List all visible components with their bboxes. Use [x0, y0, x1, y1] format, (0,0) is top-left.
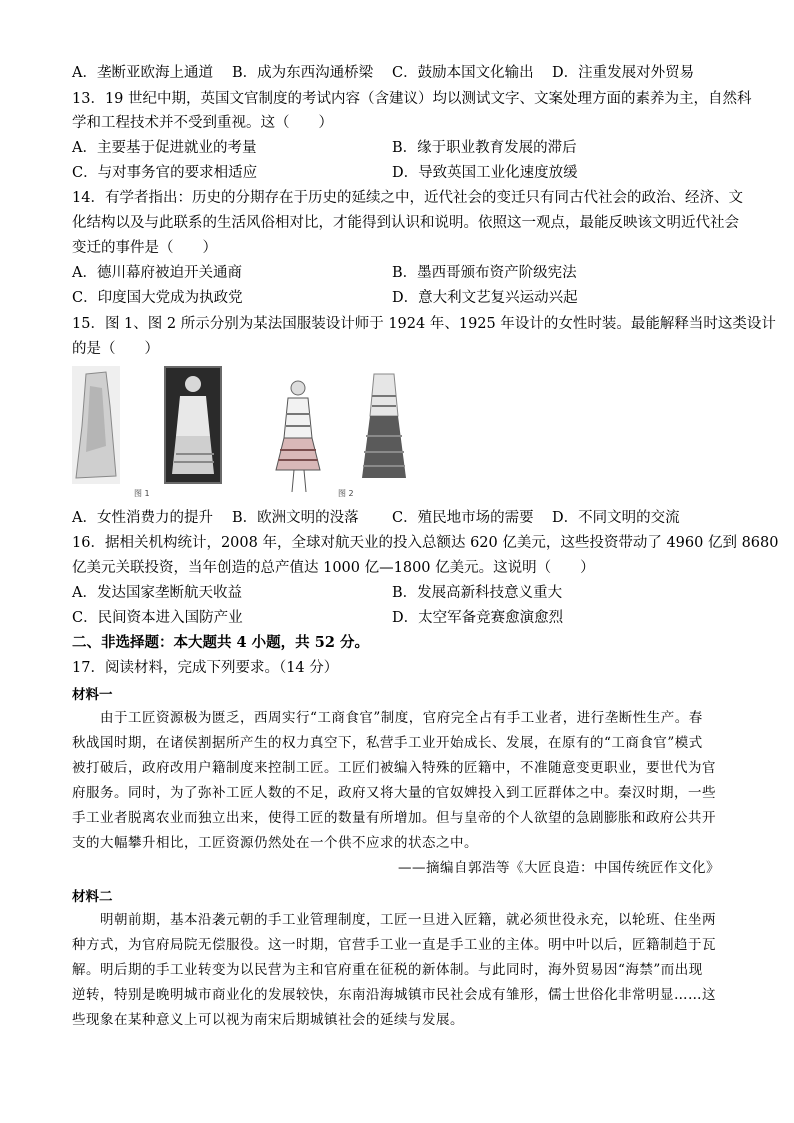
material1-line: 支的大幅攀升相比，工匠资源仍然处在一个供不应求的状态之中。	[72, 835, 478, 851]
q13-option-b: B．缘于职业教育发展的滞后	[392, 140, 577, 156]
material2-line: 明朝前期，基本沿袭元朝的手工业管理制度，工匠一旦进入匠籍，就必须世役永充，以轮班、住坐两	[100, 912, 716, 928]
section-heading: 二、非选择题：本大题共 4 小题，共 52 分。	[72, 634, 369, 651]
material1-line: 府服务。同时，为了弥补工匠人数的不足，政府又将大量的官奴婢投入到工匠群体之中。秦汉时期，一些	[72, 785, 716, 801]
material2-line: 种方式，为官府局院无偿服役。这一时期，官营手工业一直是手工业的主体。明中叶以后，匠籍制趋于瓦	[72, 937, 716, 953]
material1-line: 由于工匠资源极为匮乏，西周实行“工商食官”制度，官府完全占有手工业者，进行垄断性生产。春	[100, 710, 703, 726]
q16-option-b: B．发展高新科技意义重大	[392, 585, 563, 601]
material2-line: 些现象在某种意义上可以视为南宋后期城镇社会的延续与发展。	[72, 1012, 464, 1028]
material2-line: 逆转，特别是晚明城市商业化的发展较快，东南沿海城镇市民社会成有雏形，儒士世俗化非常明显……这	[72, 987, 716, 1003]
q12-option-a: A．垄断亚欧海上通道	[72, 65, 213, 81]
q13-stem-line2: 学和工程技术并不受到重视。这（ ）	[72, 115, 333, 131]
material1-line: 被打破后，政府改用户籍制度来控制工匠。工匠们被编入特殊的匠籍中，不准随意变更职业，要世代为官	[72, 760, 716, 776]
q16-option-c: C．民间资本进入国防产业	[72, 610, 243, 626]
q17-stem: 17．阅读材料，完成下列要求。（14 分）	[72, 660, 339, 676]
q15-option-a: A．女性消费力的提升	[72, 510, 213, 526]
material1-line: 秋战国时期，在诸侯割据所产生的权力真空下，私营手工业开始成长、发展，在原有的“工商食官”模式	[72, 735, 703, 751]
q15-option-c: C．殖民地市场的需要	[392, 510, 534, 526]
q16-stem-line1: 16．据相关机构统计，2008 年，全球对航天业的投入总额达 620 亿美元，这些投资带动了 4960 亿到 8680	[72, 535, 779, 551]
q15-stem-line2: 的是（ ）	[72, 341, 159, 357]
q13-option-d: D．导致英国工业化速度放缓	[392, 165, 578, 181]
q12-option-d: D．注重发展对外贸易	[552, 65, 695, 81]
material1-source: ——摘编自郭浩等《大匠良造：中国传统匠作文化》	[398, 860, 720, 876]
q14-stem-line1: 14．有学者指出：历史的分期存在于历史的延续之中，近代社会的变迁只有同古代社会的政治、经济、文	[72, 190, 743, 206]
q15-stem-line1: 15．图 1、图 2 所示分别为某法国服装设计师于 1924 年、1925 年设计的女性时装。最能解释当时这类设计	[72, 316, 776, 332]
fashion-figure	[72, 366, 412, 500]
q13-option-c: C．与对事务官的要求相适应	[72, 165, 258, 181]
q15-option-b: B．欧洲文明的没落	[232, 510, 359, 526]
q14-option-c: C．印度国大党成为执政党	[72, 290, 243, 306]
fashion-illustration	[72, 366, 412, 500]
q13-stem-line1: 13．19 世纪中期，英国文官制度的考试内容（含建议）均以测试文字、文案处理方面的素养为主，自然科	[72, 91, 752, 107]
q14-option-d: D．意大利文艺复兴运动兴起	[392, 290, 578, 306]
q16-stem-line2: 亿美元关联投资，当年创造的总产值达 1000 亿—1800 亿美元。这说明（ ）	[72, 560, 595, 576]
q14-stem-line3: 变迁的事件是（ ）	[72, 240, 217, 256]
q15-option-d: D．不同文明的交流	[552, 510, 680, 526]
material1-line: 手工业者脱离农业而独立出来，使得工匠的数量有所增加。但与皇帝的个人欲望的急剧膨胀和政府公共开	[72, 810, 716, 826]
q16-option-a: A．发达国家垄断航天收益	[72, 585, 242, 601]
q12-option-c: C．鼓励本国文化输出	[392, 65, 534, 81]
material1-title: 材料一	[72, 687, 113, 703]
q13-option-a: A．主要基于促进就业的考量	[72, 140, 257, 156]
q14-option-a: A．德川幕府被迫开关通商	[72, 265, 242, 281]
figure1-caption: 图 1	[134, 489, 150, 498]
q12-option-b: B．成为东西沟通桥梁	[232, 65, 374, 81]
material2-line: 解。明后期的手工业转变为以民营为主和官府重在征税的新体制。与此同时，海外贸易因“海禁”而出现	[72, 962, 703, 978]
figure2-caption: 图 2	[338, 489, 354, 498]
material2-title: 材料二	[72, 889, 113, 905]
q14-stem-line2: 化结构以及与此联系的生活风俗相对比，才能得到认识和说明。依照这一观点，最能反映该文明近代社会	[72, 215, 739, 231]
q14-option-b: B．墨西哥颁布资产阶级宪法	[392, 265, 577, 281]
q16-option-d: D．太空军备竞赛愈演愈烈	[392, 610, 564, 626]
